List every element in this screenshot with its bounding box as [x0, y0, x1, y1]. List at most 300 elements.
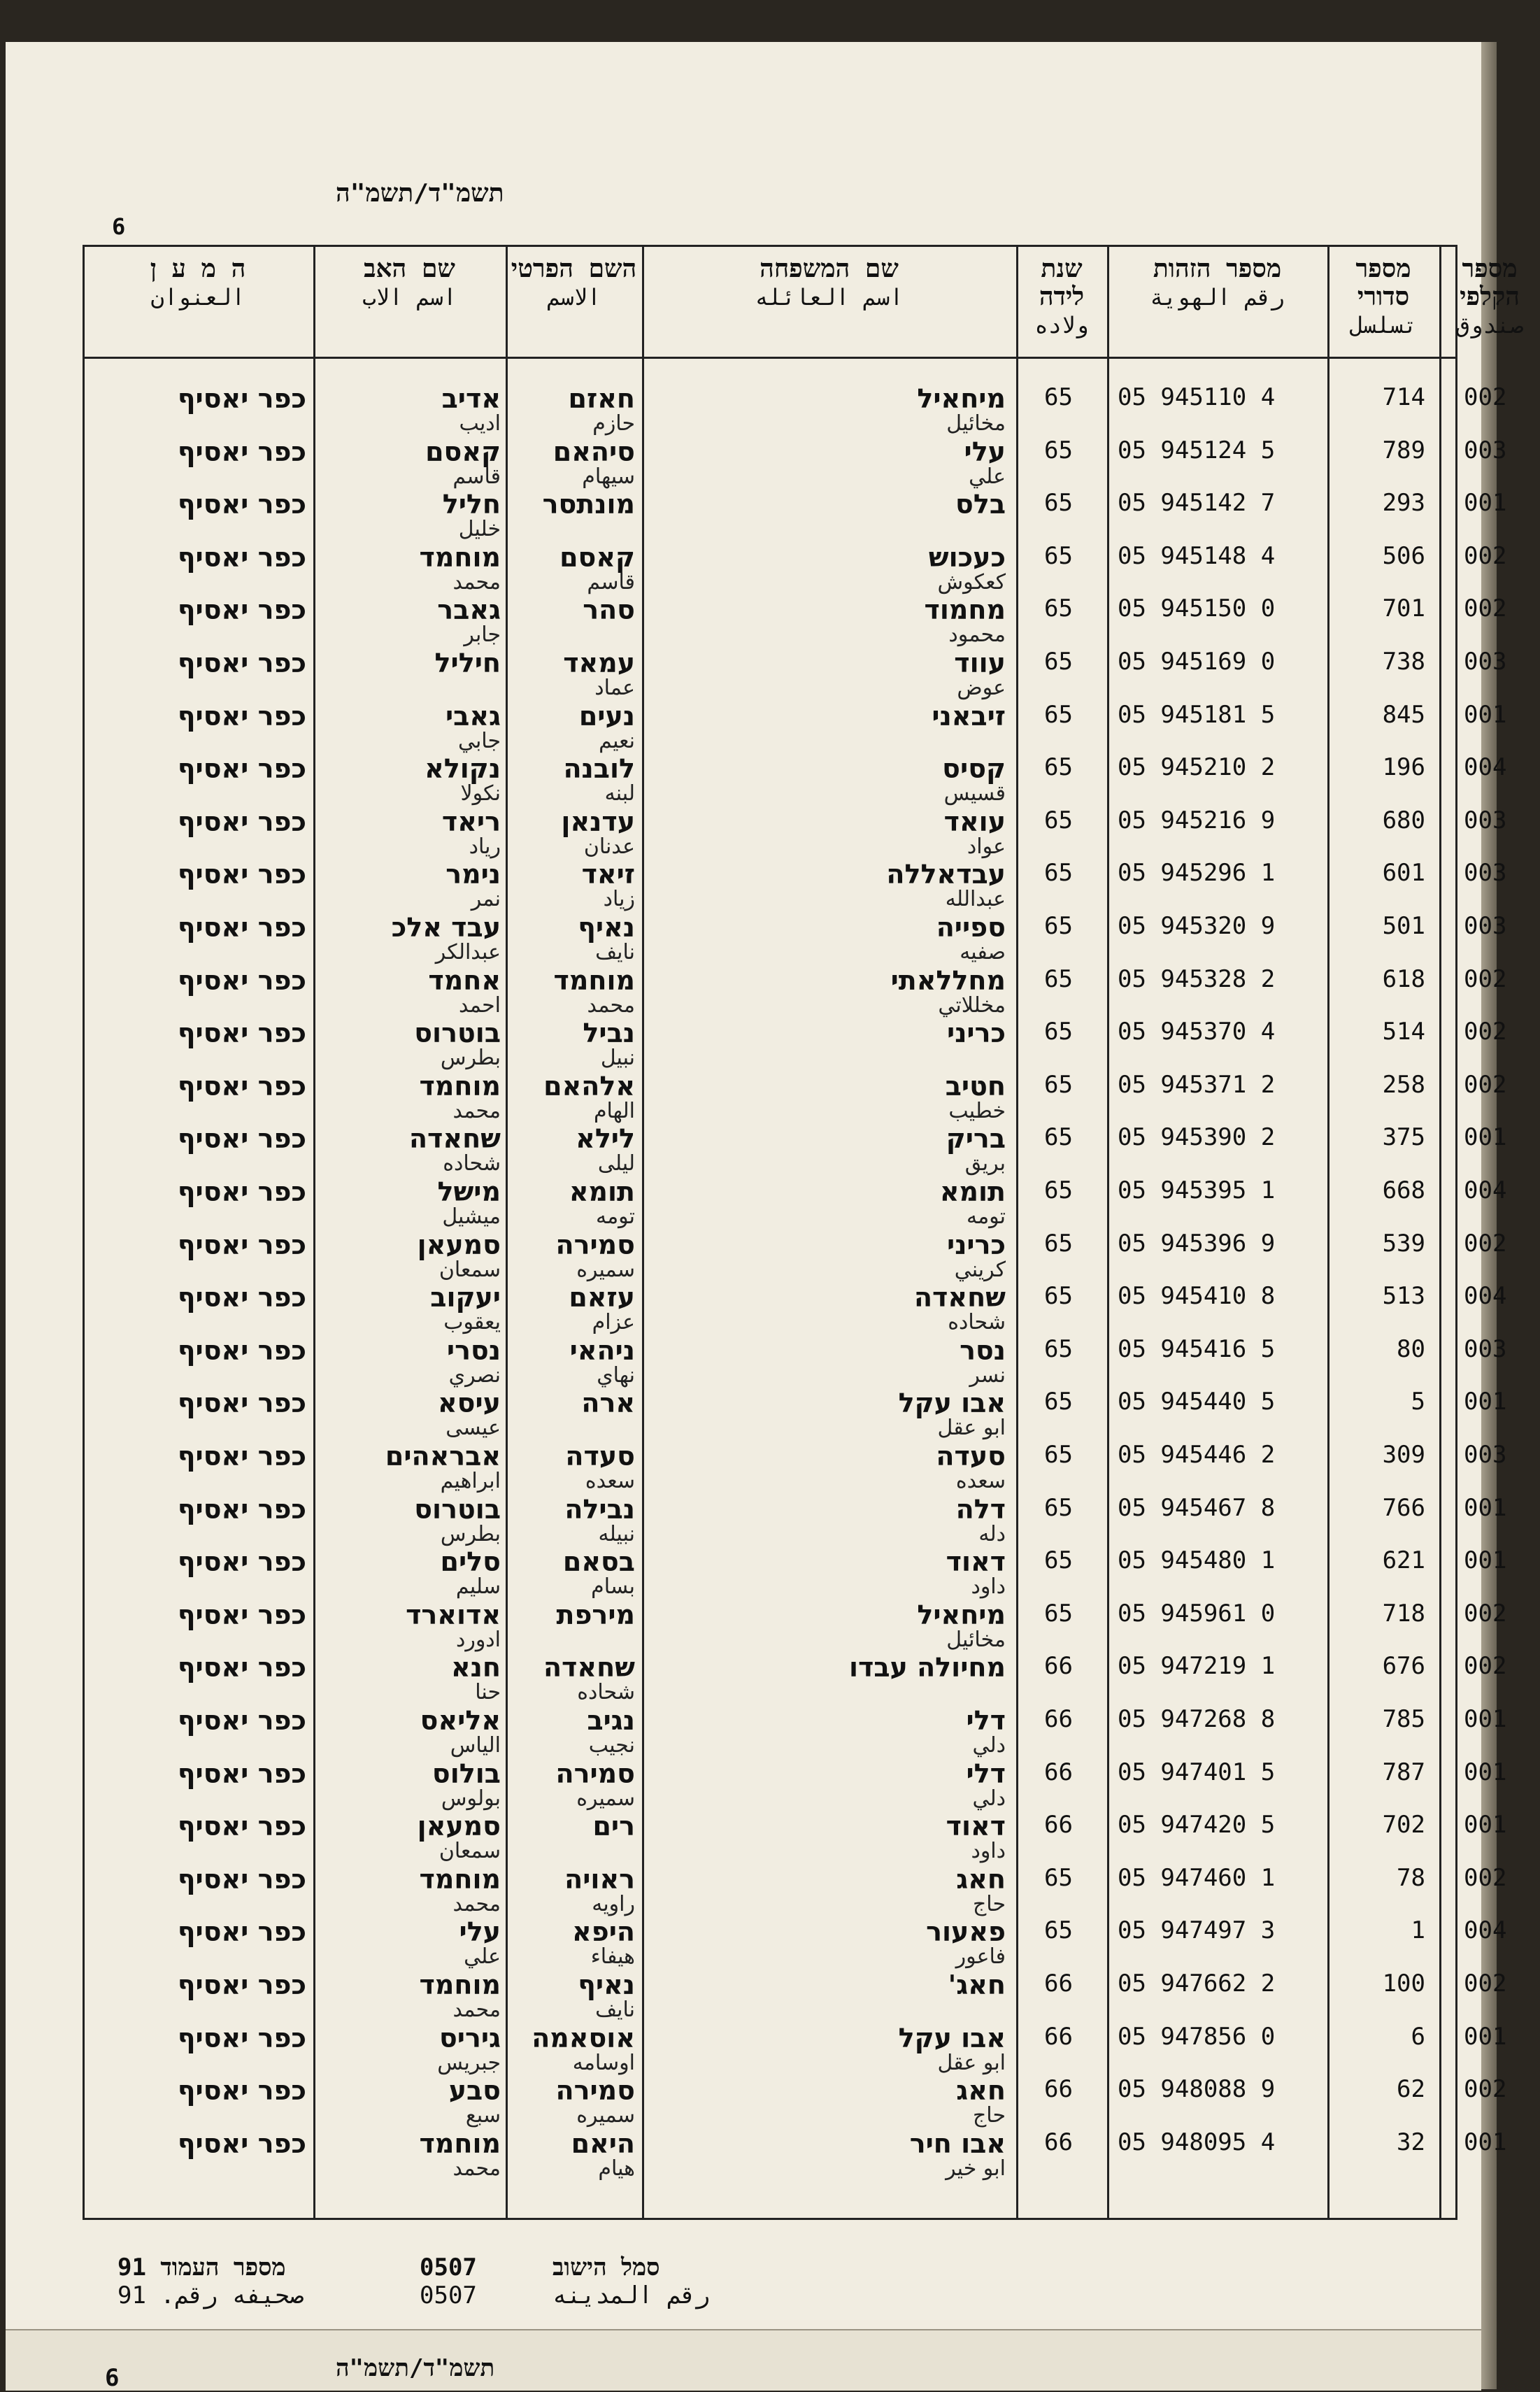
table-row: [83, 806, 1507, 860]
birth-year: 65: [1044, 1493, 1073, 1522]
first-name: סמירה: [555, 1229, 635, 1260]
table-row: [83, 1493, 1507, 1547]
kalpi-number: 001: [1464, 700, 1507, 729]
birth-year: 65: [1044, 1229, 1073, 1258]
table-row: [83, 2022, 1507, 2076]
table-row: [83, 859, 1507, 912]
father-name: סמעאן: [417, 1229, 501, 1260]
footer-code-1: 0507: [420, 2254, 477, 2281]
first-name-ar: شحاده: [577, 1680, 635, 1705]
family-name: מחמוד: [924, 595, 1006, 626]
table-row: [83, 1123, 1507, 1176]
family-name-ar: بريق: [964, 1151, 1006, 1176]
header-label-he: שם המשפחה: [760, 255, 899, 283]
family-name-ar: دلي: [972, 1786, 1006, 1811]
address: כפר יאסיף: [177, 1123, 306, 1155]
father-name: מישל: [437, 1176, 501, 1207]
kalpi-number: 002: [1464, 1970, 1507, 1998]
first-name-ar: هيفاء: [590, 1944, 635, 1970]
address: כפר יאסיף: [177, 964, 306, 996]
serial-number: 668: [1382, 1176, 1425, 1204]
family-name: אבו עקל: [898, 2022, 1006, 2053]
table-row: [83, 1334, 1507, 1388]
first-name-ar: بسام: [591, 1574, 635, 1600]
family-name: בריק: [946, 1123, 1006, 1155]
id-number: 05 945169 0: [1118, 648, 1276, 676]
father-name: נקולא: [425, 753, 501, 785]
table-row: [83, 700, 1507, 754]
first-name: קאסם: [559, 541, 635, 573]
father-name: מוחמד: [419, 1863, 501, 1895]
family-name-ar: حاج: [972, 2103, 1006, 2128]
serial-number: 701: [1382, 595, 1425, 623]
father-name-ar: قاسم: [452, 464, 501, 489]
serial-number: 32: [1397, 2128, 1425, 2156]
table-row: [83, 1070, 1507, 1124]
father-name: בולוס: [432, 1758, 501, 1789]
serial-number: 766: [1382, 1493, 1425, 1522]
family-name-ar: علي: [969, 464, 1006, 489]
birth-year: 65: [1044, 806, 1073, 834]
first-name-ar: عماد: [594, 676, 635, 700]
table-row: [83, 489, 1507, 542]
id-number: 05 948095 4: [1118, 2128, 1276, 2156]
first-name-ar: نايف: [595, 940, 635, 964]
serial-number: 5: [1411, 1388, 1425, 1416]
table-row: [83, 912, 1507, 965]
first-name-ar: نايف: [595, 1998, 635, 2022]
serial-number: 738: [1382, 648, 1425, 676]
first-name-ar: نبيل: [600, 1046, 635, 1071]
id-number: 05 945480 1: [1118, 1546, 1276, 1575]
father-name: קאסם: [425, 436, 501, 467]
family-name: מיחאיל: [917, 383, 1006, 414]
father-name-ar: سليم: [455, 1574, 501, 1600]
birth-year: 66: [1044, 2022, 1073, 2051]
first-name: סמירה: [555, 1758, 635, 1789]
table-row: [83, 1441, 1507, 1494]
table-row: [83, 541, 1507, 595]
father-name-ar: ابراهيم: [440, 1469, 501, 1493]
footer-code-2: 0507: [420, 2281, 477, 2309]
id-number: 05 945440 5: [1118, 1388, 1276, 1416]
family-name: סעדה: [936, 1441, 1006, 1472]
header-label-he: מספר הזהות: [1153, 255, 1282, 283]
first-name-ar: سميره: [576, 1786, 635, 1811]
family-name: כריני: [947, 1018, 1006, 1049]
first-name: נעים: [578, 700, 635, 732]
id-number: 05 945395 1: [1118, 1176, 1276, 1204]
first-name: אוסאמה: [532, 2022, 635, 2053]
kalpi-number: 001: [1464, 2128, 1507, 2156]
family-name: שחאדה: [913, 1282, 1006, 1314]
serial-number: 621: [1382, 1546, 1425, 1575]
first-name-ar: الهام: [593, 1098, 635, 1123]
header-divider: [83, 357, 1457, 359]
address: כפר יאסיף: [177, 1811, 306, 1842]
family-name: כעכוש: [928, 541, 1006, 573]
father-name: עיסא: [438, 1388, 501, 1419]
father-name: גאבי: [445, 700, 501, 732]
first-name: תומא: [569, 1176, 635, 1207]
address: כפר יאסיף: [177, 1916, 306, 1948]
address: כפר יאסיף: [177, 1970, 306, 2000]
address: כפר יאסיף: [177, 1388, 306, 1419]
family-name: עווד: [954, 648, 1006, 678]
address: כפר יאסיף: [177, 1599, 306, 1630]
table-row: [83, 1970, 1507, 2023]
page-number: 6: [112, 213, 126, 240]
address: כפר יאסיף: [177, 1229, 306, 1260]
first-name-ar: ليلى: [597, 1151, 635, 1176]
address: כפר יאסיף: [177, 1176, 306, 1207]
address: כפר יאסיף: [177, 700, 306, 732]
kalpi-number: 001: [1464, 1705, 1507, 1733]
first-name: סעדה: [565, 1441, 635, 1472]
serial-number: 702: [1382, 1811, 1425, 1839]
kalpi-number: 003: [1464, 648, 1507, 676]
kalpi-number: 002: [1464, 541, 1507, 570]
kalpi-number: 004: [1464, 1176, 1507, 1204]
kalpi-number: 002: [1464, 964, 1507, 993]
id-number: 05 945467 8: [1118, 1493, 1276, 1522]
address: כפר יאסיף: [177, 1441, 306, 1472]
father-name: עבד אלכ: [391, 912, 501, 943]
family-name: עואד: [943, 806, 1006, 837]
father-name: שחאדה: [408, 1123, 501, 1155]
footer-settlement-ar: رقم المدينه: [552, 2281, 711, 2309]
serial-number: 78: [1397, 1863, 1425, 1892]
family-name-ar: خطيب: [948, 1098, 1006, 1123]
id-number: 05 945416 5: [1118, 1334, 1276, 1363]
table-row: [83, 1758, 1507, 1811]
first-name-ar: تومه: [595, 1204, 635, 1229]
kalpi-number: 001: [1464, 1123, 1507, 1152]
address: כפר יאסיף: [177, 541, 306, 573]
father-name: אחמד: [428, 964, 501, 996]
family-name: מחללאתי: [890, 964, 1006, 996]
father-name: חנא: [451, 1652, 501, 1683]
address: כפר יאסיף: [177, 489, 306, 520]
family-name-ar: مخائيل: [946, 1627, 1006, 1652]
birth-year: 65: [1044, 648, 1073, 676]
id-number: 05 945124 5: [1118, 436, 1276, 464]
father-name-ar: سمعان: [439, 1839, 501, 1864]
first-name: נביל: [583, 1018, 635, 1049]
family-name: דלי: [966, 1705, 1006, 1736]
address: כפר יאסיף: [177, 1652, 306, 1683]
table-row: [83, 1282, 1507, 1335]
kalpi-number: 002: [1464, 383, 1507, 411]
header-label-ar: صندوق: [1455, 312, 1524, 339]
table-row: [83, 1599, 1507, 1653]
father-name: סלים: [440, 1546, 501, 1578]
header-label-he: שנת לידה: [1039, 255, 1085, 311]
col-address-header: [83, 255, 313, 311]
father-name: נסרי: [446, 1334, 501, 1366]
father-name-ar: شحاده: [443, 1151, 501, 1176]
family-name-ar: عوض: [957, 676, 1006, 700]
father-name: ריאד: [441, 806, 501, 837]
birth-year: 66: [1044, 2075, 1073, 2104]
address: כפר יאסיף: [177, 1863, 306, 1895]
address: כפר יאסיף: [177, 1018, 306, 1049]
first-name-ar: لبنه: [604, 781, 635, 806]
first-name-ar: سميره: [576, 1257, 635, 1282]
address: כפר יאסיף: [177, 753, 306, 785]
birth-year: 65: [1044, 1546, 1073, 1575]
first-name: סמירה: [555, 2075, 635, 2107]
first-name-ar: سيهام: [582, 464, 635, 489]
birth-year: 66: [1044, 2128, 1073, 2156]
birth-year: 65: [1044, 436, 1073, 464]
address: כפר יאסיף: [177, 912, 306, 943]
first-name: נגיב: [587, 1705, 635, 1736]
family-name: ספייה: [936, 912, 1006, 943]
family-name-ar: ابو عقل: [937, 2050, 1006, 2075]
address: כפר יאסיף: [177, 1493, 306, 1525]
father-name: גאבר: [437, 595, 501, 626]
family-name: זיבאני: [932, 700, 1006, 732]
header-label-he: מספר סדורי: [1355, 255, 1411, 311]
family-name-ar: سعده: [955, 1469, 1006, 1493]
father-name: חליל: [442, 489, 501, 520]
family-name: עבדאללה: [886, 859, 1006, 890]
family-name-ar: كريني: [954, 1257, 1006, 1282]
family-name: חאג': [948, 1970, 1006, 2000]
father-name-ar: محمد: [452, 1098, 501, 1123]
first-name-ar: زياد: [603, 887, 635, 912]
family-name-ar: عواد: [967, 834, 1006, 859]
father-name: מוחמד: [419, 541, 501, 573]
family-name: מיחאיל: [917, 1599, 1006, 1630]
id-number: 05 947497 3: [1118, 1916, 1276, 1945]
table-row: [83, 1018, 1507, 1071]
id-number: 05 947401 5: [1118, 1758, 1276, 1786]
father-name: עלי: [459, 1916, 501, 1948]
family-name-ar: عبدالله: [945, 887, 1006, 912]
kalpi-number: 003: [1464, 806, 1507, 834]
family-name: כריני: [947, 1229, 1006, 1260]
family-name-ar: كعكوش: [937, 569, 1006, 595]
id-number: 05 947219 1: [1118, 1652, 1276, 1681]
page-title: תשמ"ד/תשמ"ה: [336, 179, 504, 208]
table-row: [83, 753, 1507, 806]
first-name-ar: عزام: [592, 1310, 635, 1335]
birth-year: 65: [1044, 1441, 1073, 1469]
first-name-ar: نهاي: [597, 1362, 635, 1388]
table-row: [83, 1916, 1507, 1970]
birth-year: 65: [1044, 1176, 1073, 1204]
father-name-ar: بولوس: [441, 1786, 501, 1811]
family-name: קסיס: [942, 753, 1006, 785]
col-kalpi-header: [1439, 255, 1540, 339]
birth-year: 65: [1044, 1388, 1073, 1416]
birth-year: 65: [1044, 1334, 1073, 1363]
serial-number: 680: [1382, 806, 1425, 834]
id-number: 05 947460 1: [1118, 1863, 1276, 1892]
address: כפר יאסיף: [177, 1070, 306, 1102]
first-name-ar: سعده: [585, 1469, 635, 1493]
first-name-ar: راويه: [592, 1891, 635, 1916]
header-label-ar: ولاده: [1034, 312, 1089, 339]
kalpi-number: 003: [1464, 912, 1507, 940]
id-number: 05 945961 0: [1118, 1599, 1276, 1628]
first-name: בסאם: [562, 1546, 635, 1578]
birth-year: 65: [1044, 700, 1073, 729]
address: כפר יאסיף: [177, 1758, 306, 1789]
table-row: [83, 595, 1507, 648]
kalpi-number: 001: [1464, 1758, 1507, 1786]
serial-number: 514: [1382, 1018, 1425, 1046]
first-name: סיהאם: [552, 436, 635, 467]
first-name-ar: قاسم: [587, 569, 635, 595]
birth-year: 66: [1044, 1758, 1073, 1786]
serial-number: 618: [1382, 964, 1425, 993]
father-name-ar: سبع: [465, 2103, 501, 2128]
birth-year: 65: [1044, 1599, 1073, 1628]
kalpi-number: 003: [1464, 436, 1507, 464]
address: כפר יאסיף: [177, 1546, 306, 1578]
id-number: 05 947420 5: [1118, 1811, 1276, 1839]
first-name: היפא: [572, 1916, 635, 1948]
id-number: 05 945328 2: [1118, 964, 1276, 993]
address: כפר יאסיף: [177, 595, 306, 626]
serial-number: 787: [1382, 1758, 1425, 1786]
table-row: [83, 1546, 1507, 1600]
father-name-ar: اديب: [459, 411, 501, 436]
first-name: לילא: [576, 1123, 635, 1155]
table-row: [83, 1229, 1507, 1283]
father-name-ar: نصري: [448, 1362, 501, 1388]
family-name-ar: داود: [971, 1839, 1006, 1864]
birth-year: 65: [1044, 964, 1073, 993]
birth-year: 66: [1044, 1652, 1073, 1681]
first-name: שחאדה: [543, 1652, 635, 1683]
birth-year: 65: [1044, 1282, 1073, 1311]
first-name: מוחמד: [553, 964, 635, 996]
first-name-ar: نعيم: [599, 728, 635, 753]
table-row: [83, 1811, 1507, 1864]
serial-number: 845: [1382, 700, 1425, 729]
serial-number: 375: [1382, 1123, 1425, 1152]
address: כפר יאסיף: [177, 383, 306, 414]
first-name: ראויה: [564, 1863, 635, 1895]
id-number: 05 945142 7: [1118, 489, 1276, 518]
kalpi-number: 002: [1464, 1652, 1507, 1681]
id-number: 05 945210 2: [1118, 753, 1276, 782]
family-name-ar: قسيس: [943, 781, 1006, 806]
father-name-ar: محمد: [452, 2156, 501, 2181]
next-page-strip: [6, 2329, 1481, 2391]
table-row: [83, 964, 1507, 1018]
serial-number: 1: [1411, 1916, 1425, 1945]
serial-number: 539: [1382, 1229, 1425, 1258]
address: כפר יאסיף: [177, 2022, 306, 2053]
kalpi-number: 002: [1464, 1599, 1507, 1628]
header-label-ar: تسلسل: [1349, 312, 1418, 339]
first-name-ar: اوسامه: [572, 2050, 635, 2075]
first-name-ar: عدنان: [583, 834, 635, 859]
serial-number: 506: [1382, 541, 1425, 570]
father-name: אדוארד: [406, 1599, 501, 1630]
first-name: עמאד: [563, 648, 635, 678]
family-name-ar: دلي: [972, 1733, 1006, 1758]
kalpi-number: 002: [1464, 1070, 1507, 1099]
father-name-ar: جابي: [457, 728, 501, 753]
serial-number: 293: [1382, 489, 1425, 518]
birth-year: 65: [1044, 1123, 1073, 1152]
birth-year: 66: [1044, 1705, 1073, 1733]
col-serial-header: [1327, 255, 1439, 339]
serial-number: 258: [1382, 1070, 1425, 1099]
first-name: סהר: [583, 595, 635, 626]
table-row: [83, 1863, 1507, 1917]
birth-year: 65: [1044, 1070, 1073, 1099]
id-number: 05 945216 9: [1118, 806, 1276, 834]
id-number: 05 947662 2: [1118, 1970, 1276, 1998]
family-name: דלה: [955, 1493, 1006, 1525]
first-name: מירפת: [556, 1599, 635, 1630]
family-name-ar: فاعور: [955, 1944, 1006, 1970]
family-name: עלי: [964, 436, 1006, 467]
father-name: סבע: [448, 2075, 501, 2107]
family-name: חאג: [956, 2075, 1006, 2107]
family-name: מחיולה עבדו: [848, 1652, 1006, 1683]
father-name: אבראהים: [385, 1441, 501, 1472]
table-row: [83, 383, 1507, 436]
father-name-ar: يعقوب: [443, 1310, 501, 1335]
kalpi-number: 001: [1464, 1493, 1507, 1522]
serial-number: 62: [1397, 2075, 1425, 2104]
family-name-ar: ابو خير: [946, 2156, 1006, 2181]
family-name-ar: شحاده: [948, 1310, 1006, 1335]
header-label-ar: العنوان: [150, 284, 245, 311]
header-label-he: ה מ ע ן: [150, 255, 246, 283]
father-name-ar: نمر: [471, 887, 501, 912]
id-number: 05 945296 1: [1118, 859, 1276, 888]
first-name-ar: محمد: [587, 992, 635, 1018]
kalpi-number: 003: [1464, 1334, 1507, 1363]
address: כפר יאסיף: [177, 1282, 306, 1314]
family-name-ar: مخائيل: [946, 411, 1006, 436]
serial-number: 196: [1382, 753, 1425, 782]
footer-page-label-ar: صحيفه رقم. 91: [117, 2281, 304, 2309]
family-name-ar: ابو عقل: [937, 1416, 1006, 1441]
father-name: אדיב: [441, 383, 501, 414]
birth-year: 65: [1044, 1916, 1073, 1945]
id-number: 05 947268 8: [1118, 1705, 1276, 1733]
first-name: נאיף: [578, 1970, 635, 2000]
father-name-ar: محمد: [452, 569, 501, 595]
table-row: [83, 1176, 1507, 1230]
kalpi-number: 001: [1464, 1546, 1507, 1575]
first-name: מונתסר: [542, 489, 635, 520]
father-name: בוטרוס: [414, 1018, 501, 1049]
id-number: 05 945150 0: [1118, 595, 1276, 623]
birth-year: 65: [1044, 1863, 1073, 1892]
first-name: חאזם: [568, 383, 635, 414]
first-name-ar: حازم: [592, 411, 635, 436]
table-row: [83, 436, 1507, 490]
col-father-header: [313, 255, 506, 311]
family-name: חטיב: [945, 1070, 1006, 1102]
table-row: [83, 1388, 1507, 1441]
kalpi-number: 004: [1464, 1282, 1507, 1311]
father-name: בוטרוס: [414, 1493, 501, 1525]
family-name: אבו עקל: [898, 1388, 1006, 1419]
address: כפר יאסיף: [177, 859, 306, 890]
